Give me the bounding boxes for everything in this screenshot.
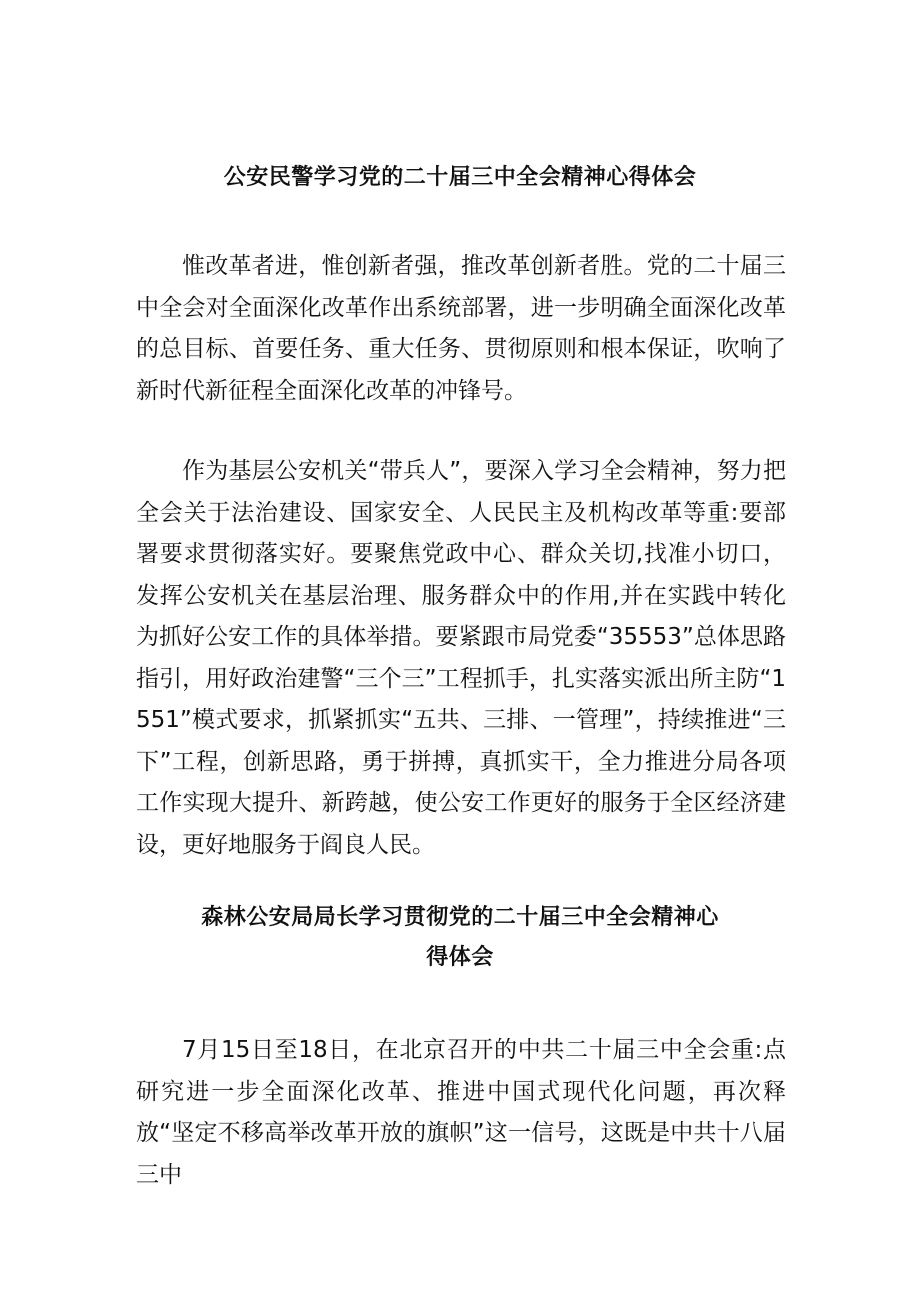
article-title-line: 得体会 [426, 945, 494, 970]
article-paragraph: 作为基层公安机关“带兵人”，要深入学习全会精神，努力把全会关于法治建设、国家安全、人民民主及机构改革等重:要部署要求贯彻落实好。要聚焦党政中心、群众关切,找准小切口，发挥公安机关在基层治理、服务群众中的作用,并在实践中转化为抓好公安工作的具体举措。要紧跟市局党委“35553”总体思路指引，用好政治建警“三个三”工程抓手，扎实落实派出所主防“1551”模式要求，抓紧抓实“五共、三排、一管理”，持续推进“三下”工程，创新思路，勇于拼搏，真抓实干，全力推进分局各项工作实现大提升、新跨越，使公安工作更好的服务于全区经济建设，更好地服务于阎良人民。 [136, 458, 786, 858]
article-title: 公安民警学习党的二十届三中全会精神心得体会 [223, 165, 697, 190]
article-paragraph: 惟改革者进，惟创新者强，推改革创新者胜。党的二十届三中全会对全面深化改革作出系统部署，进一步明确全面深化改革的总目标、首要任务、重大任务、贯彻原则和根本保证，吹响了新时代新征程全面深化改革的冲锋号。 [136, 253, 786, 404]
article-title-line: 森林公安局局长学习贯彻党的二十届三中全会精神心 [201, 905, 719, 930]
article-title [0, 898, 920, 978]
article-paragraph: 7月15日至18日，在北京召开的中共二十届三中全会重:点研究进一步全面深化改革、推进中国式现代化问题，再次释放“坚定不移高举改革开放的旗帜”这一信号，这既是中共十八届三中 [136, 1037, 786, 1188]
